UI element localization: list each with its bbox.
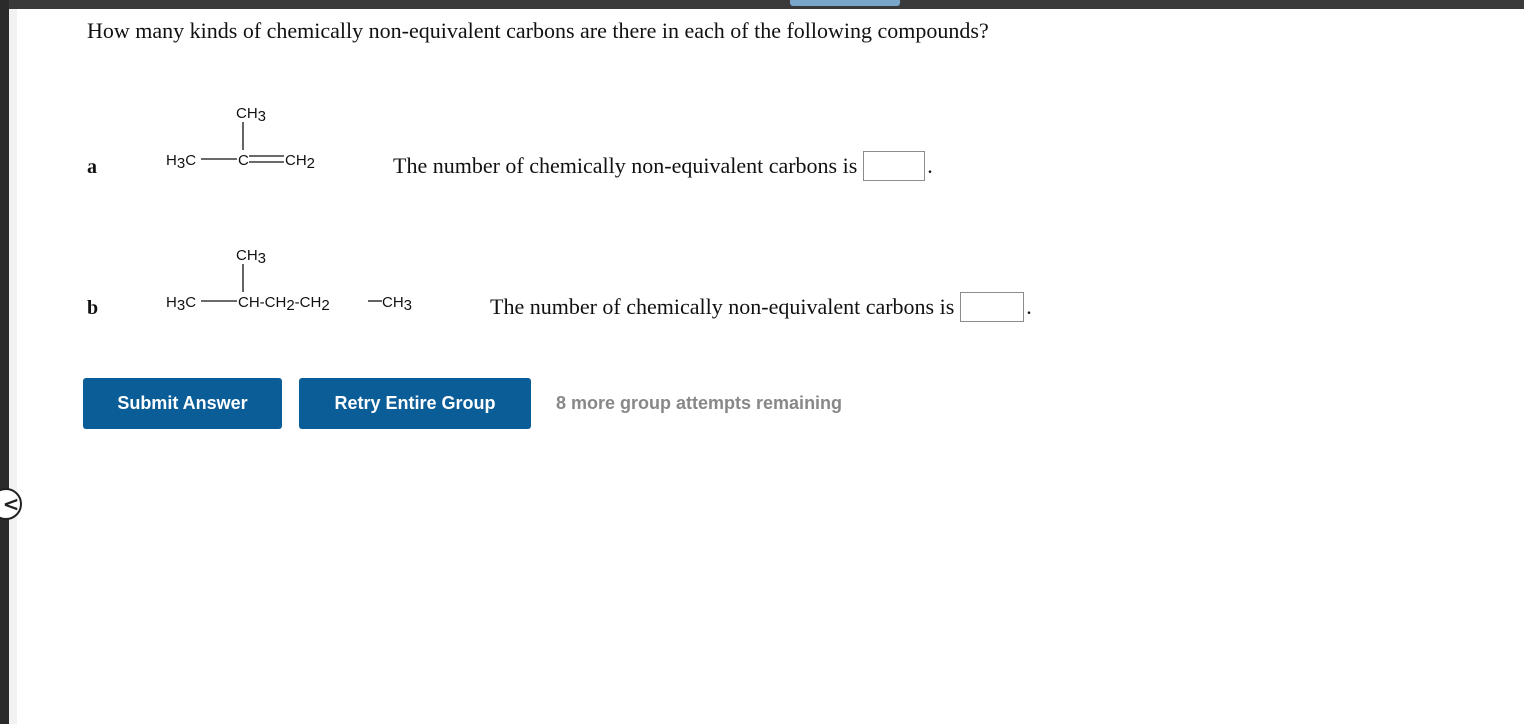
methyl-group: CH3 [236, 247, 267, 267]
structure-b [160, 238, 440, 328]
answer-input-a[interactable] [863, 151, 925, 181]
collapse-sidebar-button[interactable] [0, 488, 22, 520]
left-sidebar [0, 0, 9, 724]
svg-text:H3C: H3C [166, 294, 197, 314]
prompt-text-a: The number of chemically non-equivalent carbons is [393, 153, 858, 178]
svg-text:CH-CH2-CH2: CH-CH2-CH2 [238, 294, 330, 314]
chevron-left-icon: < [2, 492, 20, 516]
prompt-b [490, 292, 1032, 322]
submit-answer-button[interactable]: Submit Answer [83, 378, 282, 429]
item-label-b: b [87, 297, 99, 319]
svg-text:CH3: CH3 [382, 294, 413, 314]
period-a: . [927, 153, 933, 178]
sidebar-edge [9, 9, 17, 724]
period-b: . [1026, 294, 1032, 319]
prompt-a [393, 151, 933, 181]
svg-text:H3C: H3C [166, 152, 197, 172]
question-text: How many kinds of chemically non-equivalent carbons are there in each of the following compounds? [87, 18, 989, 43]
retry-group-button[interactable]: Retry Entire Group [299, 378, 531, 429]
structure-a [160, 96, 340, 186]
item-label-a: a [87, 156, 97, 178]
answer-input-b[interactable] [960, 292, 1024, 322]
attempts-remaining: 8 more group attempts remaining [556, 393, 843, 413]
methyl-group: CH3 [236, 105, 267, 125]
svg-text:C: C [238, 152, 249, 169]
svg-text:CH2: CH2 [285, 152, 316, 172]
prompt-text-b: The number of chemically non-equivalent carbons is [490, 294, 955, 319]
references-link[interactable] [790, 0, 900, 6]
top-bar [0, 0, 1524, 9]
